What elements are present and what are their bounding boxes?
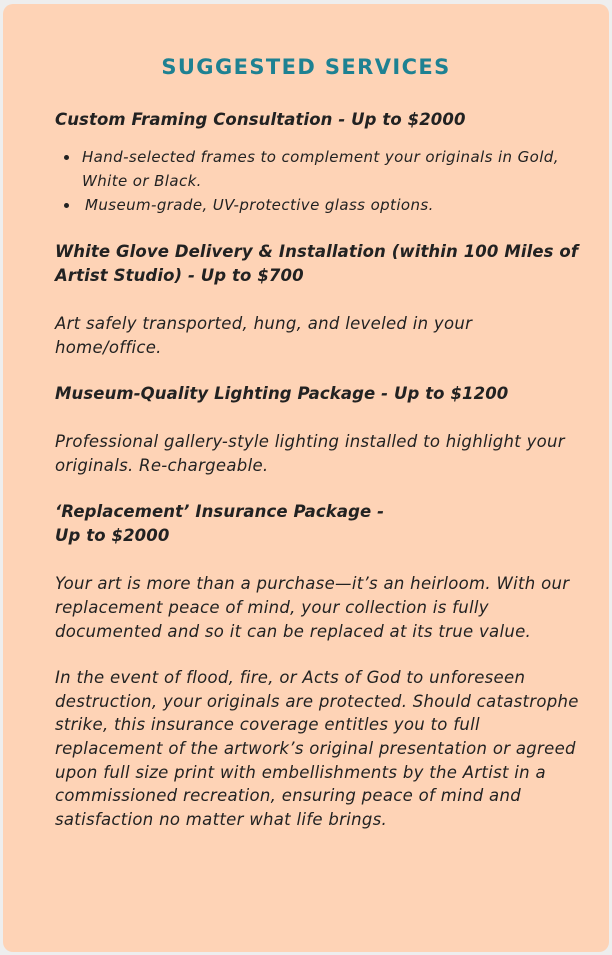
delivery-description: Art safely transported, hung, and leveled in your home/office. (55, 314, 473, 357)
lighting-heading: Museum-Quality Lighting Package - Up to $1200 (55, 384, 509, 404)
page-title: SUGGESTED SERVICES (161, 55, 451, 79)
services-list (55, 108, 580, 831)
lighting-description: Professional gallery-style lighting installed to highlight your originals. Re-chargeable. (55, 432, 565, 475)
insurance-heading-line2: Up to $2000 (55, 526, 170, 546)
insurance-paragraph-2: In the event of flood, fire, or Acts of God to unforeseen destruction, your originals are protected. Should catastrophe strike, this insurance coverage entitles you to full replacement of the artwork’s original presentation or agreed upon full size print with embellishments by the Artist in a commissioned recreation, ensuring peace of mind and satisfaction no matter what life brings. (55, 668, 579, 829)
insurance-heading-line1: ‘Replacement’ Insurance Package - (55, 502, 385, 522)
list-item: Hand-selected frames to complement your originals in Gold, White or Black. (82, 145, 580, 193)
services-card (3, 4, 609, 952)
framing-bullets (55, 145, 580, 217)
delivery-heading: White Glove Delivery & Installation (within 100 Miles of Artist Studio) - Up to $700 (55, 242, 579, 285)
insurance-paragraph-1: Your art is more than a purchase—it’s an heirloom. With our replacement peace of mind, your collection is fully documented and so it can be replaced at its true value. (55, 574, 570, 641)
list-item: Museum-grade, UV-protective glass options. (82, 193, 580, 217)
framing-heading: Custom Framing Consultation - Up to $2000 (55, 110, 466, 129)
insurance-heading (55, 500, 580, 548)
